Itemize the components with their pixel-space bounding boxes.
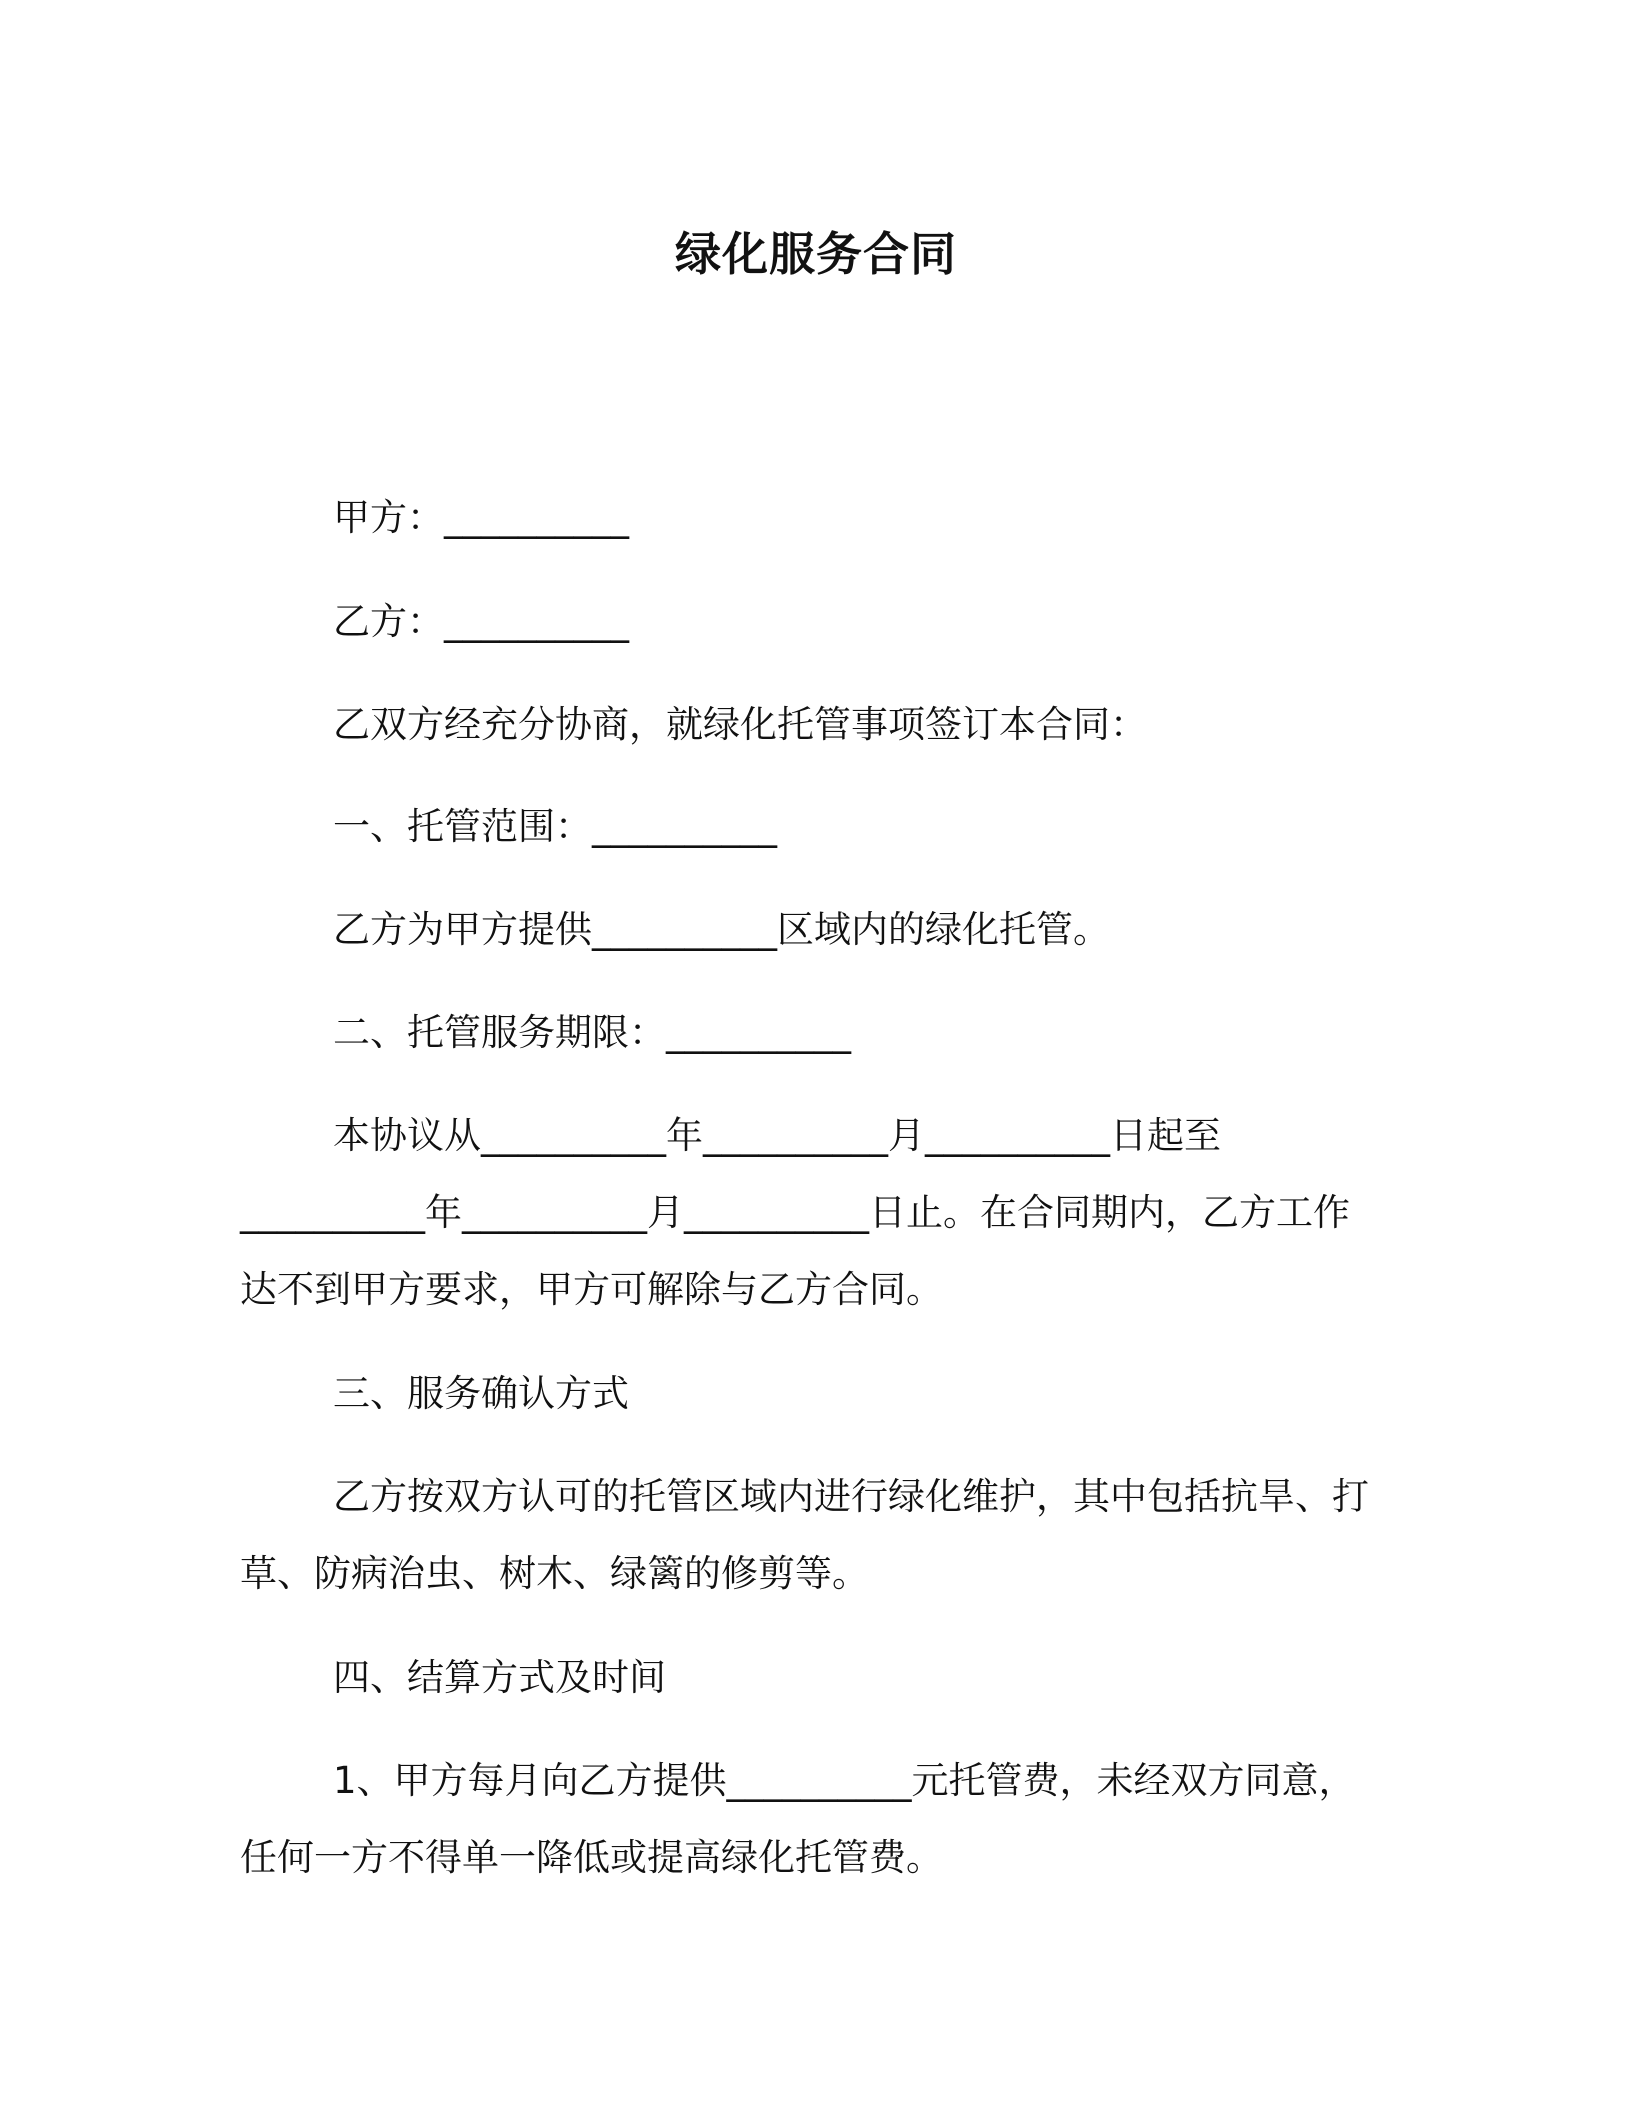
party-a-line: 甲方：__________ xyxy=(333,496,629,539)
party-b-line: 乙方：__________ xyxy=(333,600,629,643)
section-3-heading: 三、服务确认方式 xyxy=(333,1372,629,1415)
preamble-line: 乙双方经充分协商，就绿化托管事项签订本合同： xyxy=(333,703,1147,746)
section-3-body-line-1: 乙方按双方认可的托管区域内进行绿化维护，其中包括抗旱、打 xyxy=(333,1475,1369,1518)
section-3-body-line-2: 草、防病治虫、树木、绿篱的修剪等。 xyxy=(240,1552,869,1595)
section-4-item-1-line-1: 1、甲方每月向乙方提供__________元托管费，未经双方同意， xyxy=(333,1759,1356,1802)
section-1-body: 乙方为甲方提供__________区域内的绿化托管。 xyxy=(333,908,1110,951)
section-2-body-line-3: 达不到甲方要求，甲方可解除与乙方合同。 xyxy=(240,1268,943,1311)
section-2-body-line-2: __________年__________月__________日止。在合同期内，乙方工作 xyxy=(240,1191,1350,1234)
document-title: 绿化服务合同 xyxy=(675,227,957,281)
section-4-item-1-line-2: 任何一方不得单一降低或提高绿化托管费。 xyxy=(240,1836,943,1879)
section-2-heading: 二、托管服务期限：__________ xyxy=(333,1011,851,1054)
section-4-heading: 四、结算方式及时间 xyxy=(333,1656,666,1699)
section-2-body-line-1: 本协议从__________年__________月__________日起至 xyxy=(333,1114,1221,1157)
section-1-heading: 一、托管范围：__________ xyxy=(333,805,777,848)
